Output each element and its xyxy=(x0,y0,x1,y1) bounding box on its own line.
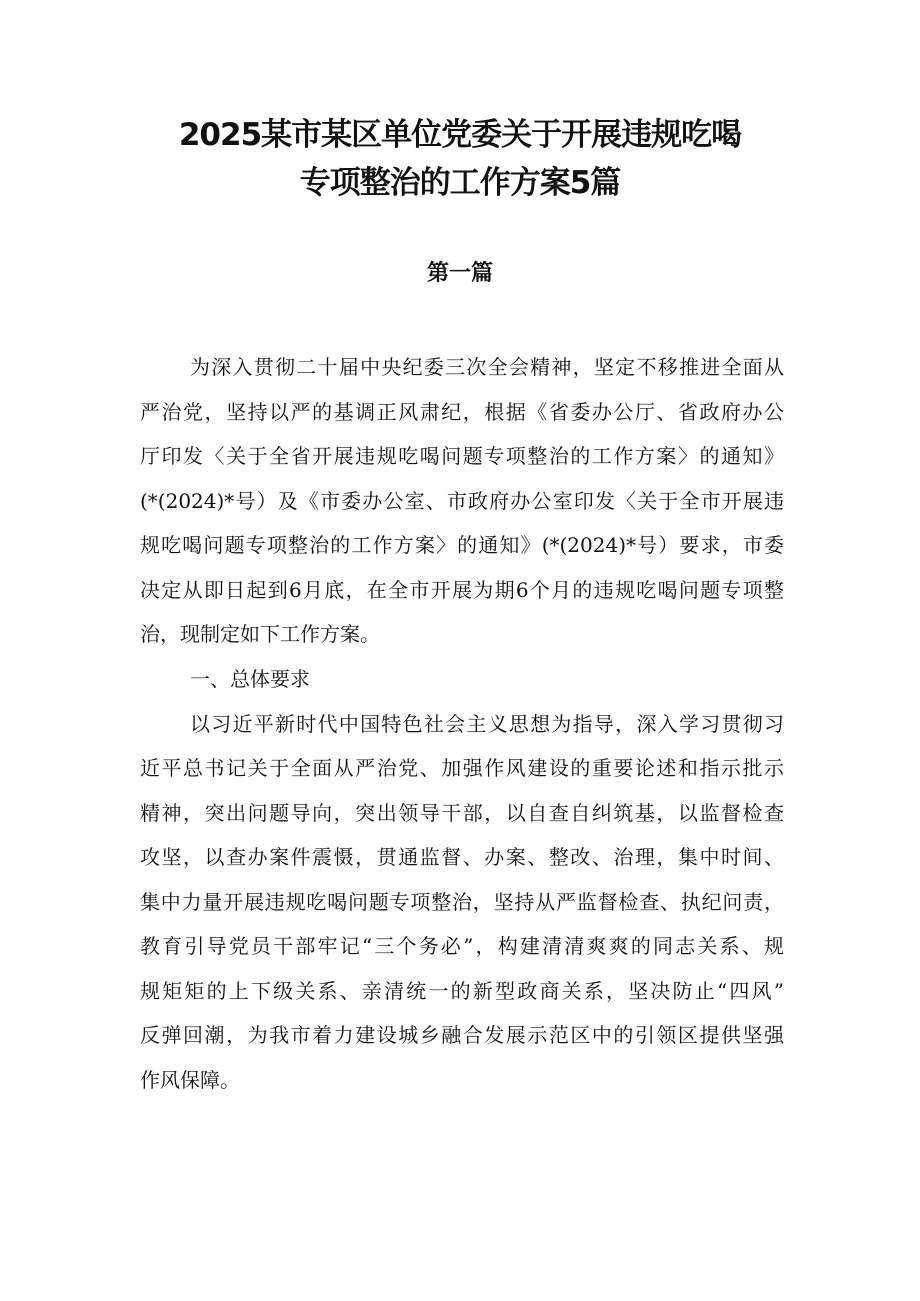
paragraph-line: 为深入贯彻二十届中央纪委三次全会精神，坚定不移推进全面从 xyxy=(190,355,784,379)
paragraph-line: (*(2024)*号）及《市委办公室、市政府办公室印发〈关于全市开展违 xyxy=(140,489,784,513)
paragraph-line: 严治党，坚持以严的基调正风肃纪，根据《省委办公厅、省政府办公 xyxy=(140,400,784,424)
paragraph-line: 精神，突出问题导向，突出领导干部，以自查自纠筑基，以监督检查 xyxy=(140,801,784,825)
paragraph-line: 近平总书记关于全面从严治党、加强作风建设的重要论述和指示批示 xyxy=(140,756,784,780)
paragraph-line: 集中力量开展违规吃喝问题专项整治，坚持从严监督检查、执纪问责， xyxy=(140,890,784,914)
document-title-line-2: 专项整治的工作方案5篇 xyxy=(299,165,621,201)
section-title: 第一篇 xyxy=(426,261,493,286)
paragraph-line: 作风保障。 xyxy=(140,1068,240,1092)
paragraph-line: 以习近平新时代中国特色社会主义思想为指导，深入学习贯彻习 xyxy=(190,712,784,736)
paragraph-line: 反弹回潮，为我市着力建设城乡融合发展示范区中的引领区提供坚强 xyxy=(140,1023,784,1047)
paragraph-line: 治，现制定如下工作方案。 xyxy=(140,622,380,646)
paragraph-line: 攻坚，以查办案件震慑，贯通监督、办案、整改、治理，集中时间、 xyxy=(140,845,784,869)
paragraph-line: 规矩矩的上下级关系、亲清统一的新型政商关系，坚决防止“四风” xyxy=(140,979,784,1003)
section-heading: 一、总体要求 xyxy=(190,667,310,691)
document-title-line-1: 2025某市某区单位党委关于开展违规吃喝 xyxy=(178,117,742,153)
paragraph-line: 厅印发〈关于全省开展违规吃喝问题专项整治的工作方案〉的通知》 xyxy=(140,444,784,468)
paragraph-line: 决定从即日起到6月底，在全市开展为期6个月的违规吃喝问题专项整 xyxy=(140,578,784,602)
paragraph-line: 规吃喝问题专项整治的工作方案〉的通知》(*(2024)*号）要求，市委 xyxy=(140,533,784,557)
paragraph-line: 教育引导党员干部牢记“三个务必”，构建清清爽爽的同志关系、规 xyxy=(140,934,784,958)
